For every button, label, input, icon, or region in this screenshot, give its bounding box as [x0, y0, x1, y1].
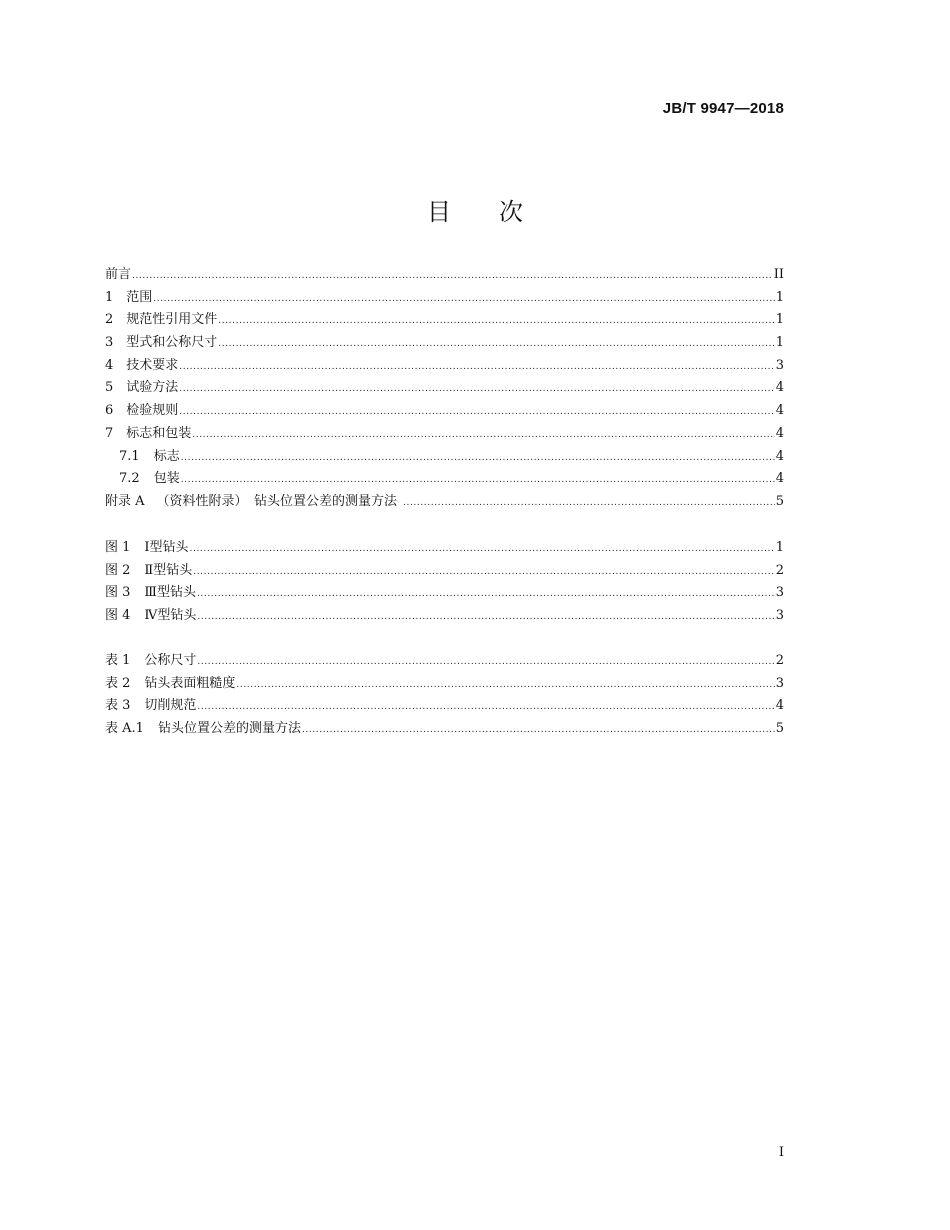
toc-entry-page: 5 — [775, 721, 784, 737]
toc-figure-1[interactable] — [105, 537, 784, 560]
toc-entry-4[interactable] — [105, 355, 784, 378]
toc-entry-preface[interactable] — [105, 264, 784, 287]
toc-entry-number: 表 3 — [105, 698, 131, 714]
toc-entry-page: 4 — [775, 448, 784, 464]
toc-entry-7-1[interactable] — [105, 446, 784, 469]
toc-entry-number: 表 A.1 — [105, 721, 144, 737]
toc-entry-6[interactable] — [105, 400, 784, 423]
toc-entry-number: 2 — [105, 312, 114, 328]
toc-entry-number: 4 — [105, 357, 114, 373]
leader-dots — [181, 447, 775, 470]
toc-entry-title: 包装 — [153, 471, 180, 487]
page-title-char-1: 目 — [427, 198, 451, 226]
leader-dots — [193, 561, 774, 584]
toc-entry-3[interactable] — [105, 332, 784, 355]
toc-entry-title: Ⅰ型钻头 — [144, 540, 189, 555]
toc-entry-title: Ⅳ型钻头 — [144, 608, 197, 624]
toc-entry-page: 1 — [775, 335, 784, 351]
toc-entry-title: 钻头位置公差的测量方法 — [157, 721, 301, 737]
toc-entry-page: 4 — [775, 425, 784, 441]
toc-entry-number: 1 — [105, 289, 114, 305]
toc-entry-page: 5 — [775, 493, 784, 509]
toc-entry-number: 3 — [105, 335, 114, 351]
leader-dots — [197, 583, 775, 606]
toc-entry-page: 3 — [775, 585, 784, 601]
toc-entry-7-2[interactable] — [105, 468, 784, 491]
toc-entry-page: 2 — [775, 562, 784, 578]
toc-entry-title: 范围 — [126, 289, 153, 305]
toc-entry-1[interactable] — [105, 287, 784, 310]
leader-dots — [197, 651, 774, 674]
page-title-char-2: 次 — [499, 198, 523, 226]
leader-dots — [218, 310, 774, 333]
toc-entry-number: 表 2 — [105, 675, 131, 691]
toc-figure-3[interactable] — [105, 582, 784, 605]
toc-entry-title: 检验规则 — [126, 403, 179, 419]
toc-table-2[interactable] — [105, 673, 784, 696]
toc-entry-title: 切削规范 — [144, 698, 197, 714]
leader-dots — [190, 538, 775, 561]
standard-number: JB/T 9947—2018 — [662, 100, 784, 117]
toc-entry-page: 4 — [775, 471, 784, 487]
leader-dots — [302, 719, 775, 742]
toc-entry-5[interactable] — [105, 377, 784, 400]
toc-figure-2[interactable] — [105, 560, 784, 583]
page-number: I — [778, 1145, 784, 1160]
toc-entry-number: 7.2 — [119, 471, 140, 487]
toc-main-list — [105, 264, 784, 514]
toc-entry-title: Ⅱ型钻头 — [144, 562, 193, 578]
toc-entry-title: 标志 — [153, 448, 180, 464]
toc-entry-title: 标志和包装 — [126, 425, 192, 441]
toc-tables-list — [105, 650, 784, 741]
toc-entry-title: 公称尺寸 — [144, 653, 197, 668]
toc-entry-number: 5 — [105, 380, 114, 396]
leader-dots — [197, 696, 774, 719]
toc-entry-page: 4 — [775, 698, 784, 714]
toc-entry-number: 图 3 — [105, 585, 131, 601]
toc-entry-page: 1 — [775, 312, 784, 328]
toc-entry-number: 附录 A — [105, 493, 145, 509]
leader-dots — [236, 674, 774, 697]
toc-entry-title: 型式和公称尺寸 — [126, 335, 218, 351]
toc-entry-title: 前言 — [105, 267, 132, 282]
toc-entry-page: 1 — [775, 540, 784, 555]
toc-entry-number: 6 — [105, 403, 114, 419]
toc-entry-page: 3 — [775, 608, 784, 624]
toc-table-1[interactable] — [105, 650, 784, 673]
toc-entry-title: Ⅲ型钻头 — [144, 585, 196, 601]
toc-entry-number: 图 4 — [105, 608, 131, 624]
toc-entry-page: 3 — [775, 675, 784, 691]
leader-dots — [132, 265, 773, 288]
toc-entry-7[interactable] — [105, 423, 784, 446]
leader-dots — [192, 424, 774, 447]
leader-dots — [179, 401, 774, 424]
toc-figure-4[interactable] — [105, 605, 784, 628]
toc-entry-page: II — [773, 267, 784, 282]
toc-entry-number: 表 1 — [105, 653, 131, 668]
toc-entry-2[interactable] — [105, 309, 784, 332]
leader-dots — [403, 492, 775, 515]
leader-dots — [153, 288, 774, 311]
toc-entry-page: 3 — [775, 357, 784, 373]
toc-entry-title: （资料性附录） 钻头位置公差的测量方法 — [156, 493, 398, 509]
toc-entry-page: 2 — [775, 653, 784, 668]
toc-figures-list — [105, 537, 784, 628]
toc-table-3[interactable] — [105, 695, 784, 718]
leader-dots — [179, 378, 774, 401]
toc-entry-title: 试验方法 — [126, 380, 179, 396]
toc-entry-page: 4 — [775, 380, 784, 396]
toc-entry-page: 4 — [775, 403, 784, 419]
toc-entry-title: 钻头表面粗糙度 — [144, 675, 236, 691]
toc-entry-title: 规范性引用文件 — [126, 312, 218, 328]
toc-entry-page: 1 — [775, 289, 784, 305]
toc-entry-title: 技术要求 — [126, 357, 179, 373]
page-title — [0, 192, 950, 227]
toc-entry-number: 图 1 — [105, 540, 131, 555]
toc-table-a1[interactable] — [105, 718, 784, 741]
toc-entry-number: 7.1 — [119, 448, 140, 464]
toc-entry-appendix-a[interactable] — [105, 491, 784, 514]
leader-dots — [197, 606, 774, 629]
leader-dots — [179, 356, 774, 379]
toc-entry-number: 图 2 — [105, 562, 131, 578]
leader-dots — [218, 333, 774, 356]
toc-entry-number: 7 — [105, 425, 114, 441]
leader-dots — [181, 469, 775, 492]
